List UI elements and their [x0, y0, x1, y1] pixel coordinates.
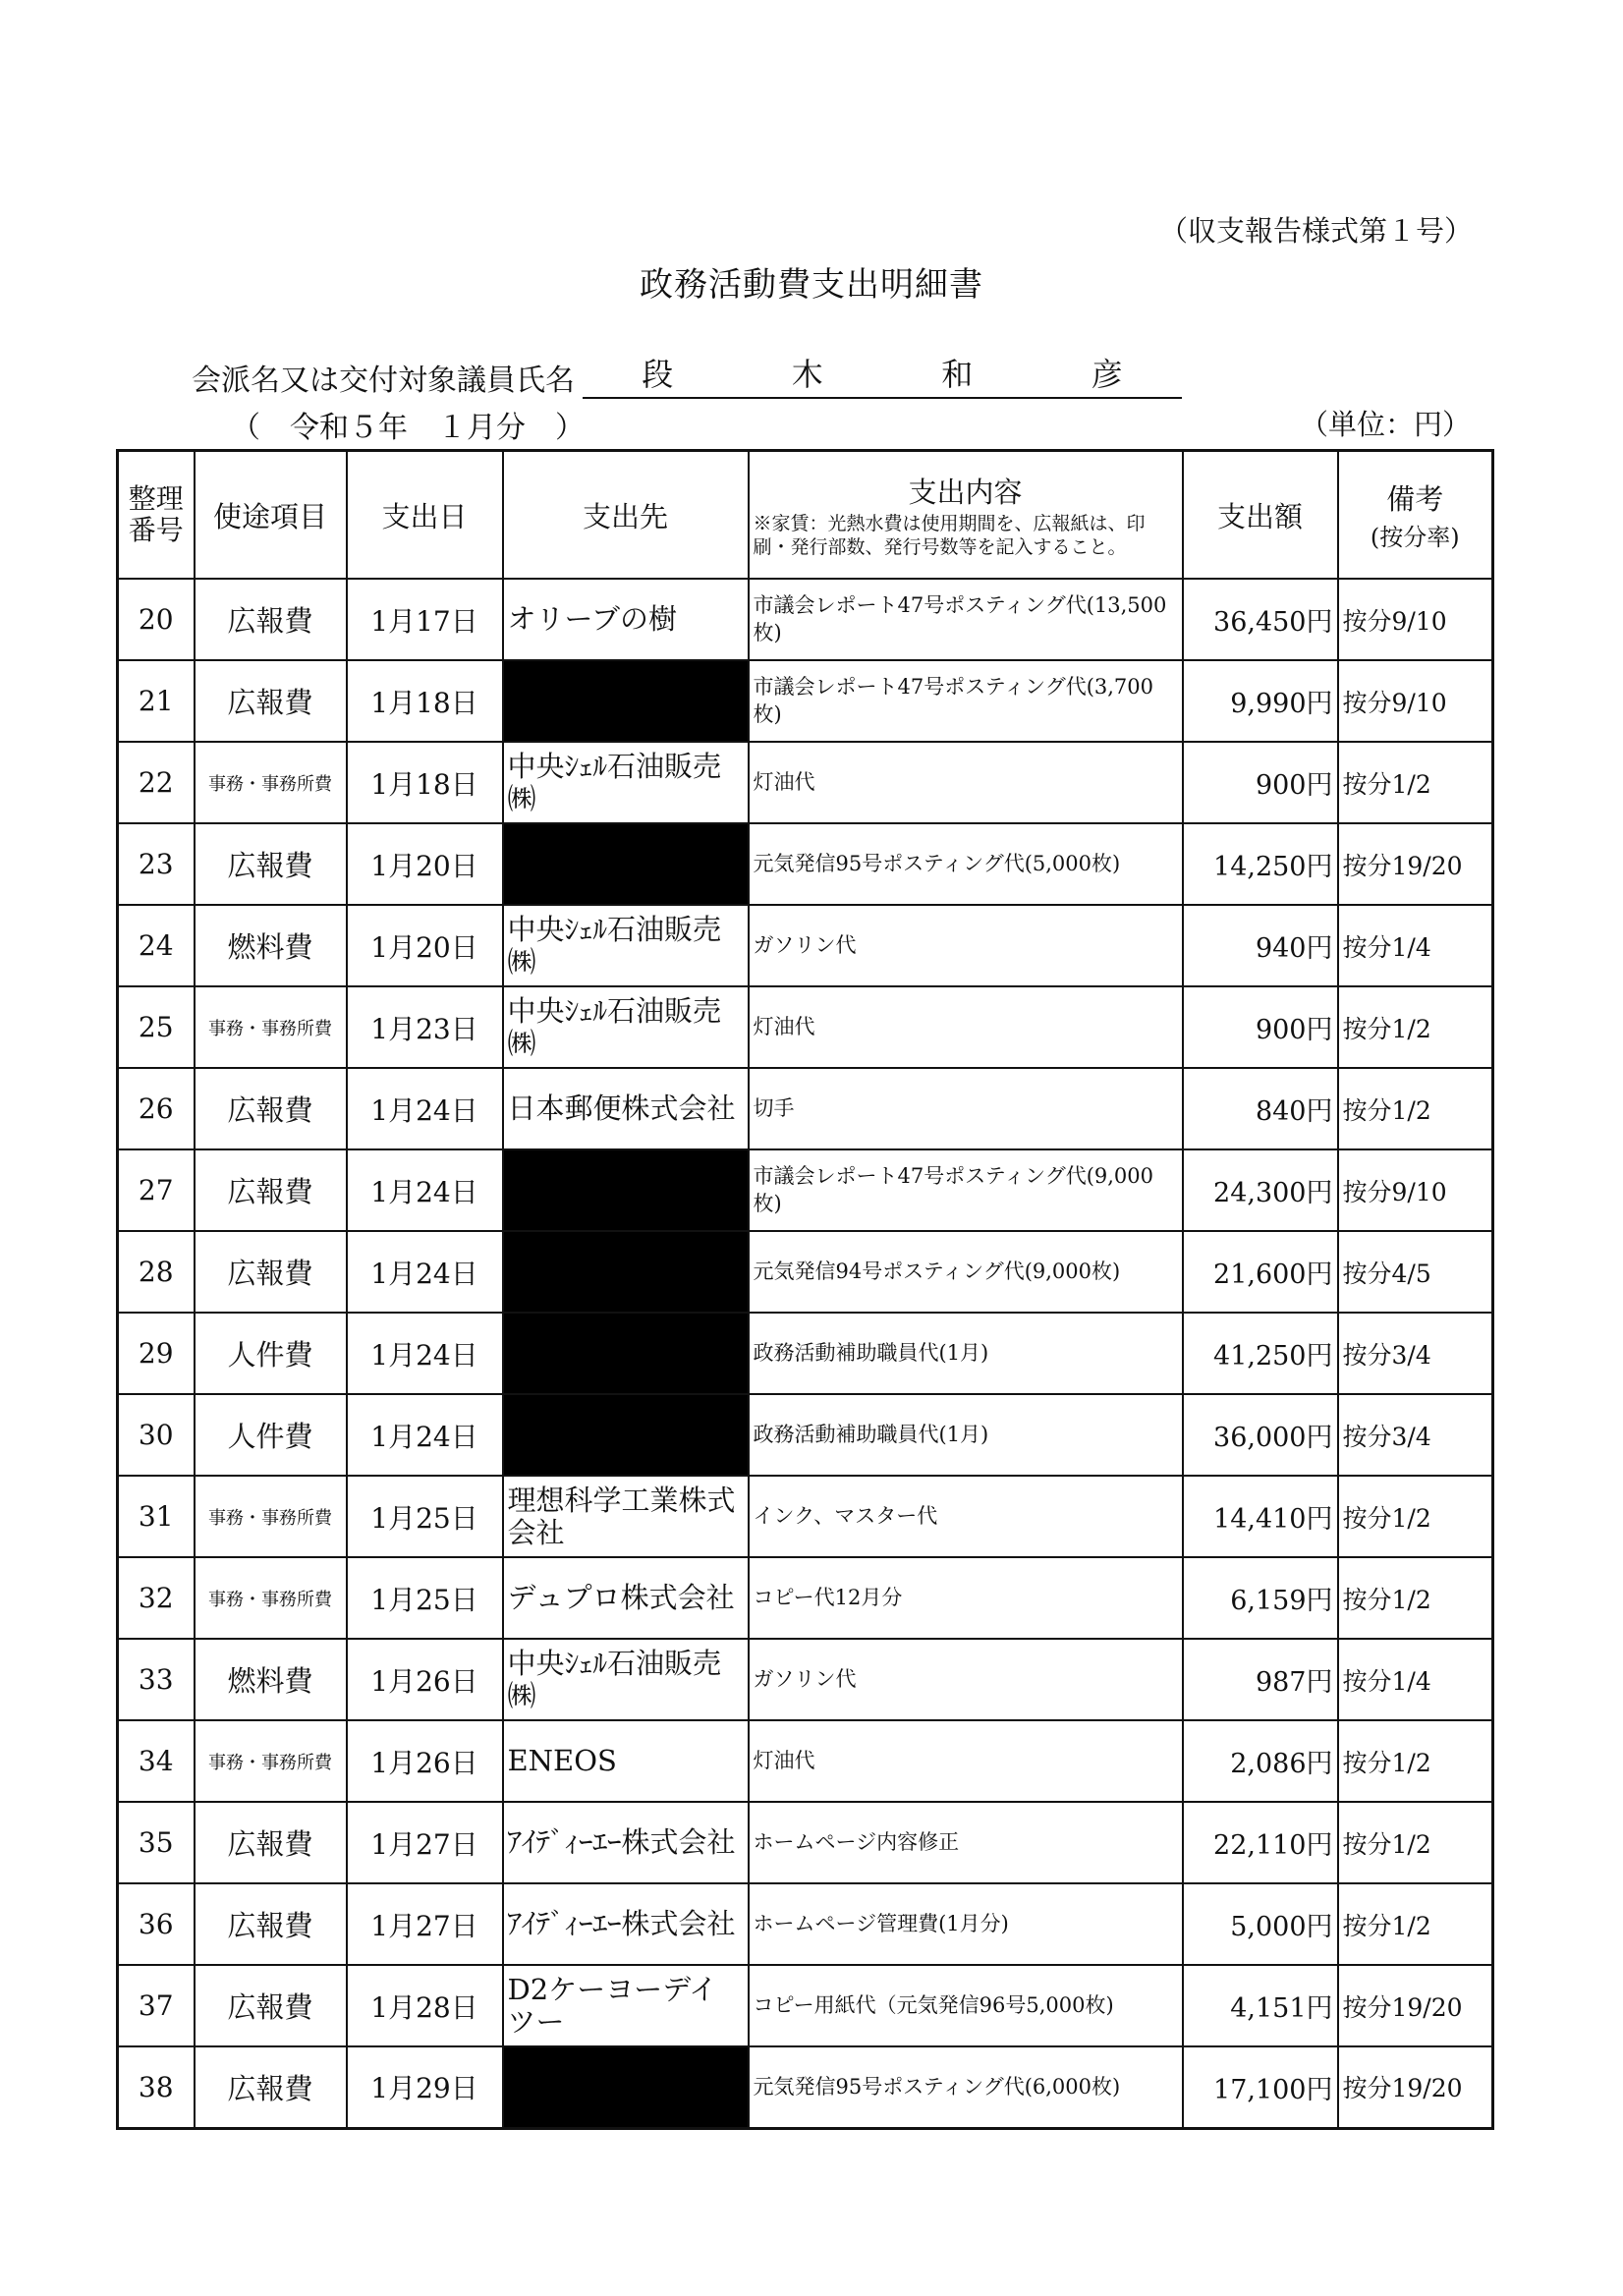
- expense-table: [116, 449, 1494, 2130]
- row-payee: オリーブの樹: [503, 579, 749, 660]
- member-name-char: 段: [642, 356, 674, 393]
- row-remarks: 按分4/5: [1338, 1231, 1493, 1313]
- header-remarks-label: 備考: [1386, 482, 1444, 516]
- row-date: 1月24日: [347, 1313, 503, 1394]
- row-content: コピー用紙代（元気発信96号5,000枚): [749, 1965, 1183, 2046]
- row-content: ホームページ管理費(1月分): [749, 1883, 1183, 1965]
- table-row: [118, 579, 1493, 660]
- row-content: 灯油代: [749, 986, 1183, 1068]
- row-amount: 24,300円: [1183, 1149, 1338, 1231]
- row-payee-redacted: [503, 1149, 749, 1231]
- row-date: 1月28日: [347, 1965, 503, 2046]
- row-content: 市議会レポート47号ポスティング代(9,000枚): [749, 1149, 1183, 1231]
- row-remarks: 按分1/4: [1338, 905, 1493, 986]
- row-content: 灯油代: [749, 1720, 1183, 1802]
- row-number: 29: [118, 1313, 195, 1394]
- row-remarks: 按分1/2: [1338, 1476, 1493, 1557]
- header-no: 整理番号: [118, 451, 195, 580]
- header-category: 使途項目: [195, 451, 347, 580]
- row-date: 1月23日: [347, 986, 503, 1068]
- header-date: 支出日: [347, 451, 503, 580]
- row-amount: 36,450円: [1183, 579, 1338, 660]
- row-number: 34: [118, 1720, 195, 1802]
- table-row: [118, 1231, 1493, 1313]
- row-number: 35: [118, 1802, 195, 1883]
- row-number: 37: [118, 1965, 195, 2046]
- form-number: （収支報告様式第１号）: [1158, 214, 1473, 248]
- row-date: 1月24日: [347, 1149, 503, 1231]
- row-date: 1月20日: [347, 823, 503, 905]
- row-content: 市議会レポート47号ポスティング代(13,500枚): [749, 579, 1183, 660]
- row-amount: 17,100円: [1183, 2046, 1338, 2128]
- table-row: [118, 1394, 1493, 1476]
- member-name-char: 木: [791, 356, 823, 393]
- row-category: 事務・事務所費: [195, 1720, 347, 1802]
- row-category: 広報費: [195, 660, 347, 742]
- row-date: 1月18日: [347, 742, 503, 823]
- row-remarks: 按分1/2: [1338, 742, 1493, 823]
- row-content: コピー代12月分: [749, 1557, 1183, 1639]
- row-content: ガソリン代: [749, 1639, 1183, 1720]
- row-content: 市議会レポート47号ポスティング代(3,700枚): [749, 660, 1183, 742]
- row-content: 元気発信95号ポスティング代(5,000枚): [749, 823, 1183, 905]
- header-content-label: 支出内容: [908, 475, 1023, 509]
- row-remarks: 按分19/20: [1338, 2046, 1493, 2128]
- row-remarks: 按分9/10: [1338, 660, 1493, 742]
- row-number: 27: [118, 1149, 195, 1231]
- member-label: 会派名又は交付対象議員氏名: [192, 364, 575, 398]
- row-category: 人件費: [195, 1394, 347, 1476]
- row-payee: 日本郵便株式会社: [503, 1068, 749, 1149]
- row-content: 切手: [749, 1068, 1183, 1149]
- row-payee: ｱｲﾃﾞｨｰｴｰ株式会社: [503, 1802, 749, 1883]
- table-body: [118, 579, 1493, 2128]
- row-number: 21: [118, 660, 195, 742]
- header-content-note: ※家賃：光熱水費は使用期間を、広報紙は、印刷・発行部数、発行号数等を記入すること。: [753, 512, 1146, 558]
- member-row: [192, 350, 1182, 399]
- row-remarks: 按分19/20: [1338, 823, 1493, 905]
- row-payee: 中央ｼｪﾙ石油販売㈱: [503, 905, 749, 986]
- row-payee: 中央ｼｪﾙ石油販売㈱: [503, 1639, 749, 1720]
- row-payee: ｱｲﾃﾞｨｰｴｰ株式会社: [503, 1883, 749, 1965]
- row-number: 30: [118, 1394, 195, 1476]
- row-category: 広報費: [195, 823, 347, 905]
- row-number: 25: [118, 986, 195, 1068]
- row-category: 事務・事務所費: [195, 742, 347, 823]
- row-payee: ENEOS: [503, 1720, 749, 1802]
- row-category: 広報費: [195, 2046, 347, 2128]
- row-amount: 14,410円: [1183, 1476, 1338, 1557]
- unit-label: （単位：円）: [1299, 408, 1471, 441]
- row-remarks: 按分1/2: [1338, 1720, 1493, 1802]
- row-category: 事務・事務所費: [195, 1557, 347, 1639]
- table-row: [118, 905, 1493, 986]
- row-number: 38: [118, 2046, 195, 2128]
- header-amount: 支出額: [1183, 451, 1338, 580]
- table-header-row: [118, 451, 1493, 580]
- row-date: 1月17日: [347, 579, 503, 660]
- row-payee: 中央ｼｪﾙ石油販売㈱: [503, 986, 749, 1068]
- row-payee-redacted: [503, 2046, 749, 2128]
- row-number: 32: [118, 1557, 195, 1639]
- row-payee: 理想科学工業株式会社: [503, 1476, 749, 1557]
- row-content: 政務活動補助職員代(1月): [749, 1313, 1183, 1394]
- row-category: 広報費: [195, 1965, 347, 2046]
- reporting-period: （ 令和５年 １月分 ）: [231, 411, 585, 445]
- row-category: 燃料費: [195, 905, 347, 986]
- table-row: [118, 742, 1493, 823]
- row-number: 36: [118, 1883, 195, 1965]
- table-row: [118, 1557, 1493, 1639]
- table-row: [118, 823, 1493, 905]
- header-payee: 支出先: [503, 451, 749, 580]
- member-name-char: 和: [941, 356, 974, 393]
- row-date: 1月26日: [347, 1720, 503, 1802]
- row-amount: 5,000円: [1183, 1883, 1338, 1965]
- row-amount: 900円: [1183, 742, 1338, 823]
- row-payee: D2ケーヨーデイツー: [503, 1965, 749, 2046]
- row-amount: 940円: [1183, 905, 1338, 986]
- row-payee-redacted: [503, 1394, 749, 1476]
- table-row: [118, 1883, 1493, 1965]
- row-payee-redacted: [503, 660, 749, 742]
- row-date: 1月27日: [347, 1883, 503, 1965]
- row-date: 1月25日: [347, 1557, 503, 1639]
- row-date: 1月24日: [347, 1394, 503, 1476]
- table-row: [118, 986, 1493, 1068]
- row-number: 22: [118, 742, 195, 823]
- row-payee-redacted: [503, 1231, 749, 1313]
- header-remarks: [1338, 451, 1493, 580]
- row-date: 1月29日: [347, 2046, 503, 2128]
- row-amount: 6,159円: [1183, 1557, 1338, 1639]
- row-payee: デュプロ株式会社: [503, 1557, 749, 1639]
- table-row: [118, 1149, 1493, 1231]
- row-date: 1月24日: [347, 1068, 503, 1149]
- row-remarks: 按分3/4: [1338, 1313, 1493, 1394]
- row-amount: 2,086円: [1183, 1720, 1338, 1802]
- row-remarks: 按分1/2: [1338, 986, 1493, 1068]
- row-amount: 21,600円: [1183, 1231, 1338, 1313]
- table-row: [118, 1802, 1493, 1883]
- row-number: 23: [118, 823, 195, 905]
- row-number: 31: [118, 1476, 195, 1557]
- row-remarks: 按分9/10: [1338, 1149, 1493, 1231]
- table-row: [118, 2046, 1493, 2128]
- row-payee: 中央ｼｪﾙ石油販売㈱: [503, 742, 749, 823]
- row-remarks: 按分1/4: [1338, 1639, 1493, 1720]
- row-content: ホームページ内容修正: [749, 1802, 1183, 1883]
- header-remarks-sub: (按分率): [1370, 524, 1460, 551]
- row-date: 1月26日: [347, 1639, 503, 1720]
- row-remarks: 按分1/2: [1338, 1557, 1493, 1639]
- row-payee-redacted: [503, 823, 749, 905]
- row-content: 元気発信95号ポスティング代(6,000枚): [749, 2046, 1183, 2128]
- row-amount: 4,151円: [1183, 1965, 1338, 2046]
- member-name: [583, 350, 1182, 399]
- row-amount: 840円: [1183, 1068, 1338, 1149]
- row-date: 1月20日: [347, 905, 503, 986]
- row-number: 24: [118, 905, 195, 986]
- row-remarks: 按分1/2: [1338, 1068, 1493, 1149]
- row-number: 26: [118, 1068, 195, 1149]
- table-row: [118, 1720, 1493, 1802]
- table-row: [118, 1965, 1493, 2046]
- document-title: 政務活動費支出明細書: [640, 265, 983, 305]
- row-date: 1月18日: [347, 660, 503, 742]
- row-remarks: 按分3/4: [1338, 1394, 1493, 1476]
- row-number: 33: [118, 1639, 195, 1720]
- table-row: [118, 660, 1493, 742]
- row-amount: 9,990円: [1183, 660, 1338, 742]
- row-remarks: 按分1/2: [1338, 1883, 1493, 1965]
- row-category: 広報費: [195, 1802, 347, 1883]
- row-content: 元気発信94号ポスティング代(9,000枚): [749, 1231, 1183, 1313]
- row-amount: 41,250円: [1183, 1313, 1338, 1394]
- header-content: [749, 451, 1183, 580]
- row-payee-redacted: [503, 1313, 749, 1394]
- row-content: ガソリン代: [749, 905, 1183, 986]
- table-row: [118, 1476, 1493, 1557]
- row-content: 灯油代: [749, 742, 1183, 823]
- row-amount: 36,000円: [1183, 1394, 1338, 1476]
- row-category: 広報費: [195, 1883, 347, 1965]
- row-date: 1月27日: [347, 1802, 503, 1883]
- table-row: [118, 1313, 1493, 1394]
- row-category: 広報費: [195, 1068, 347, 1149]
- row-category: 広報費: [195, 1149, 347, 1231]
- row-date: 1月24日: [347, 1231, 503, 1313]
- row-category: 広報費: [195, 1231, 347, 1313]
- row-category: 人件費: [195, 1313, 347, 1394]
- row-amount: 900円: [1183, 986, 1338, 1068]
- row-date: 1月25日: [347, 1476, 503, 1557]
- row-amount: 987円: [1183, 1639, 1338, 1720]
- row-number: 28: [118, 1231, 195, 1313]
- row-category: 広報費: [195, 579, 347, 660]
- row-number: 20: [118, 579, 195, 660]
- row-content: インク、マスター代: [749, 1476, 1183, 1557]
- table-row: [118, 1068, 1493, 1149]
- row-category: 事務・事務所費: [195, 986, 347, 1068]
- row-remarks: 按分19/20: [1338, 1965, 1493, 2046]
- member-name-char: 彦: [1091, 356, 1123, 393]
- row-remarks: 按分1/2: [1338, 1802, 1493, 1883]
- row-remarks: 按分9/10: [1338, 579, 1493, 660]
- row-category: 燃料費: [195, 1639, 347, 1720]
- row-category: 事務・事務所費: [195, 1476, 347, 1557]
- row-content: 政務活動補助職員代(1月): [749, 1394, 1183, 1476]
- row-amount: 14,250円: [1183, 823, 1338, 905]
- table-row: [118, 1639, 1493, 1720]
- row-amount: 22,110円: [1183, 1802, 1338, 1883]
